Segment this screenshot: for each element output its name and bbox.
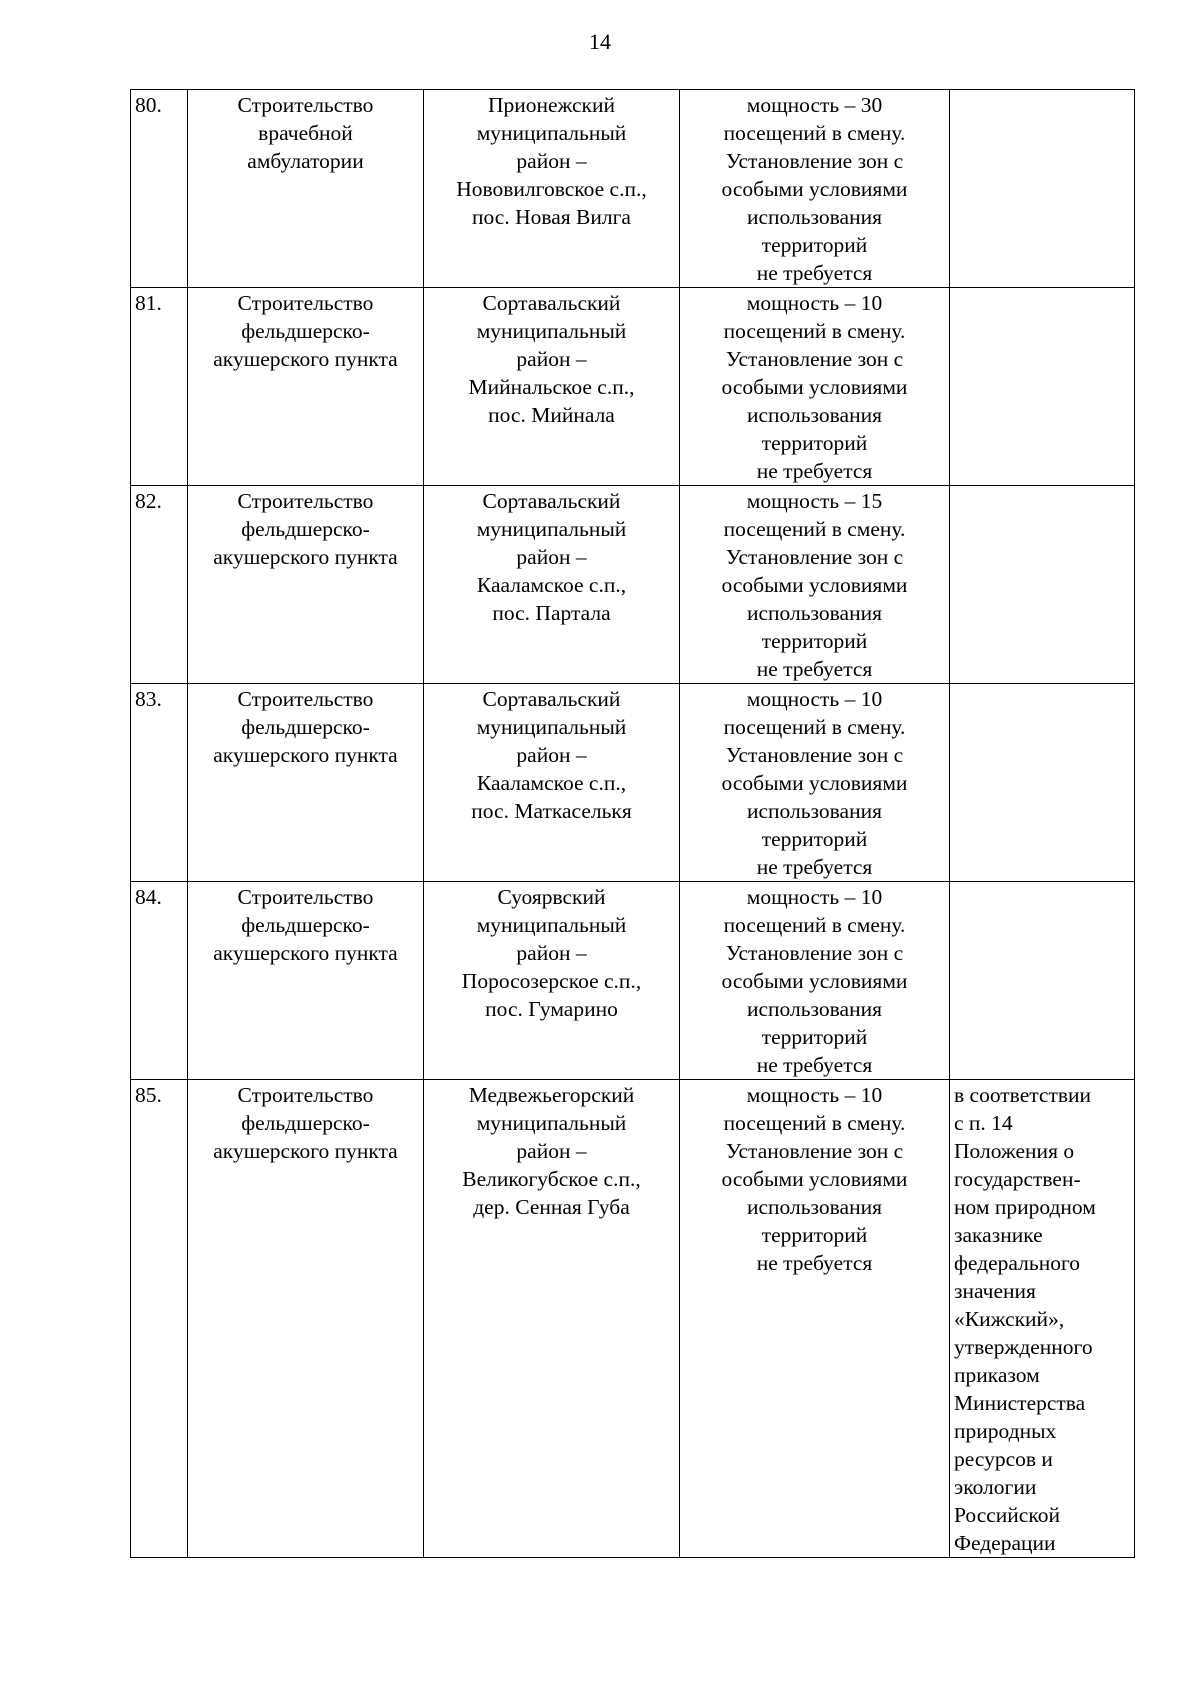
object-characteristics: мощность – 10 посещений в смену. Установление зон с особыми условиями использования территорий не требуется bbox=[680, 882, 950, 1080]
object-location: Суоярвский муниципальный район – Поросозерское с.п., пос. Гумарино bbox=[424, 882, 680, 1080]
object-characteristics: мощность – 10 посещений в смену. Установление зон с особыми условиями использования территорий не требуется bbox=[680, 684, 950, 882]
object-name: Строительство фельдшерско- акушерского пункта bbox=[188, 288, 424, 486]
object-location: Сортавальский муниципальный район – Кааламское с.п., пос. Маткаселькя bbox=[424, 684, 680, 882]
object-characteristics: мощность – 15 посещений в смену. Установление зон с особыми условиями использования территорий не требуется bbox=[680, 486, 950, 684]
page-number: 14 bbox=[589, 29, 611, 54]
object-name: Строительство фельдшерско- акушерского пункта bbox=[188, 486, 424, 684]
object-characteristics: мощность – 10 посещений в смену. Установление зон с особыми условиями использования территорий не требуется bbox=[680, 288, 950, 486]
row-number: 81. bbox=[131, 288, 188, 486]
object-note: в соответствии с п. 14 Положения о государствен- ном природном заказнике федерального значения «Кижский», утвержденного приказом Министерства природных ресурсов и экологии Российской Федерации bbox=[950, 1080, 1135, 1558]
object-note bbox=[950, 486, 1135, 684]
object-name: Строительство фельдшерско- акушерского пункта bbox=[188, 882, 424, 1080]
object-name: Строительство врачебной амбулатории bbox=[188, 90, 424, 288]
object-location: Прионежский муниципальный район – Нововилговское с.п., пос. Новая Вилга bbox=[424, 90, 680, 288]
row-number: 85. bbox=[131, 1080, 188, 1558]
row-number: 83. bbox=[131, 684, 188, 882]
object-note bbox=[950, 288, 1135, 486]
object-note bbox=[950, 882, 1135, 1080]
table-row bbox=[131, 288, 1135, 486]
object-location: Медвежьегорский муниципальный район – Великогубское с.п., дер. Сенная Губа bbox=[424, 1080, 680, 1558]
table-row bbox=[131, 90, 1135, 288]
object-characteristics: мощность – 10 посещений в смену. Установление зон с особыми условиями использования территорий не требуется bbox=[680, 1080, 950, 1558]
facilities-table bbox=[130, 89, 1135, 1558]
row-number: 84. bbox=[131, 882, 188, 1080]
object-name: Строительство фельдшерско- акушерского пункта bbox=[188, 1080, 424, 1558]
row-number: 82. bbox=[131, 486, 188, 684]
object-name: Строительство фельдшерско- акушерского пункта bbox=[188, 684, 424, 882]
table-row bbox=[131, 486, 1135, 684]
table-row bbox=[131, 684, 1135, 882]
object-characteristics: мощность – 30 посещений в смену. Установление зон с особыми условиями использования территорий не требуется bbox=[680, 90, 950, 288]
object-note bbox=[950, 90, 1135, 288]
table-row bbox=[131, 882, 1135, 1080]
object-location: Сортавальский муниципальный район – Мийнальское с.п., пос. Мийнала bbox=[424, 288, 680, 486]
object-location: Сортавальский муниципальный район – Кааламское с.п., пос. Партала bbox=[424, 486, 680, 684]
row-number: 80. bbox=[131, 90, 188, 288]
object-note bbox=[950, 684, 1135, 882]
table-row bbox=[131, 1080, 1135, 1558]
